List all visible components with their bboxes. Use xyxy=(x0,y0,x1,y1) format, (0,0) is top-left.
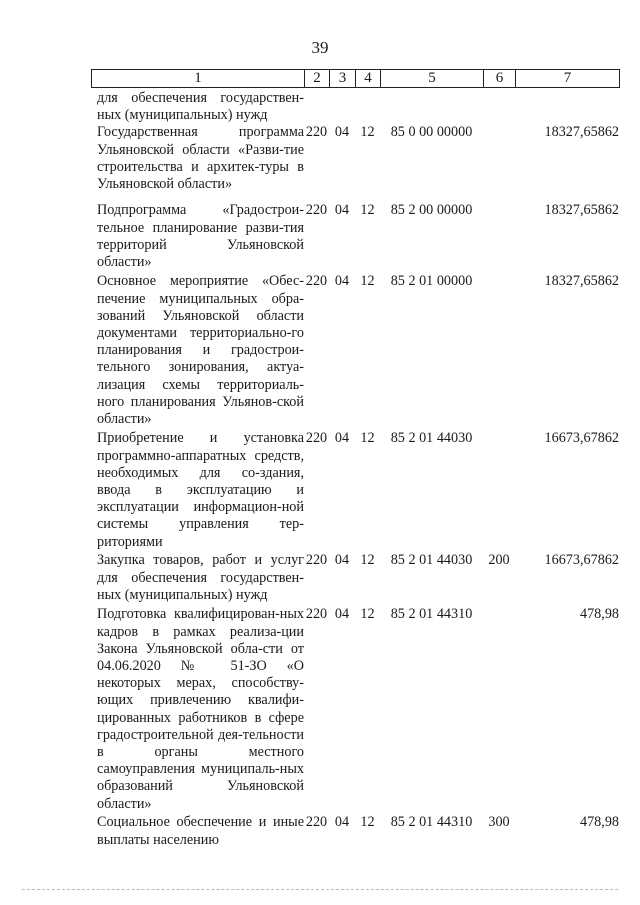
row-code-5: 85 2 01 44310 xyxy=(390,814,473,831)
row-code-2: 220 xyxy=(305,202,328,219)
column-header-7: 7 xyxy=(516,70,620,88)
row-code-4: 12 xyxy=(360,814,375,831)
row-amount: 18327,65862 xyxy=(544,124,619,141)
row-code-5 xyxy=(380,90,483,124)
row-code-4: 12 xyxy=(360,124,375,141)
row-code-4: 12 xyxy=(360,552,375,569)
column-header-row xyxy=(92,70,620,88)
row-code-6 xyxy=(483,606,515,814)
row-code-3 xyxy=(329,90,355,124)
row-code-6: 200 xyxy=(488,552,510,569)
row-amount: 478,98 xyxy=(579,606,619,623)
row-code-2 xyxy=(304,90,329,124)
row-code-5: 85 2 00 00000 xyxy=(390,202,473,219)
row-code-5: 85 2 01 00000 xyxy=(390,273,473,290)
row-code-3: 04 xyxy=(334,124,350,141)
row-code-4: 12 xyxy=(360,430,375,447)
column-header-5: 5 xyxy=(381,70,484,88)
row-code-2: 220 xyxy=(305,552,328,569)
column-header-3: 3 xyxy=(330,70,356,88)
row-code-4: 12 xyxy=(360,606,375,623)
row-code-2: 220 xyxy=(305,124,328,141)
row-amount: 16673,67862 xyxy=(544,552,619,569)
row-code-2: 220 xyxy=(305,814,328,831)
row-code-3: 04 xyxy=(334,202,350,219)
table-row xyxy=(97,90,619,124)
row-code-6 xyxy=(483,202,515,273)
row-amount: 18327,65862 xyxy=(544,202,619,219)
table-row xyxy=(97,814,619,848)
column-header-4: 4 xyxy=(356,70,381,88)
row-code-5: 85 2 01 44030 xyxy=(390,552,473,569)
row-name: Закупка товаров, работ и услуг для обеспечения государствен-ных (муниципальных) нужд xyxy=(97,552,304,603)
row-code-2: 220 xyxy=(305,273,328,290)
row-code-4 xyxy=(355,90,380,124)
row-code-5: 85 2 01 44030 xyxy=(390,430,473,447)
page-bottom-divider xyxy=(22,889,618,890)
row-code-3: 04 xyxy=(334,273,350,290)
row-code-2: 220 xyxy=(305,430,328,447)
table-row xyxy=(97,552,619,606)
row-name: Государственная программа Ульяновской области «Разви-тие строительства и архитек-туры в Ульяновской области» xyxy=(97,124,304,193)
row-code-3: 04 xyxy=(334,814,350,831)
table-row xyxy=(97,606,619,814)
row-code-3: 04 xyxy=(334,552,350,569)
row-code-6 xyxy=(483,90,515,124)
row-name: Социальное обеспечение и иные выплаты населению xyxy=(97,814,304,848)
row-name: Приобретение и установка программно-аппаратных средств, необходимых для со-здания, ввода в эксплуатацию и эксплуатации информацион-ной системы управления тер-риториями xyxy=(97,430,304,550)
column-header-6: 6 xyxy=(484,70,516,88)
row-code-4: 12 xyxy=(360,273,375,290)
table-row xyxy=(97,430,619,552)
row-code-6: 300 xyxy=(488,814,510,831)
row-name: Подготовка квалифицирован-ных кадров в рамках реализа-ции Закона Ульяновской обла-сти от 04.06.2020 № 51-ЗО «О некоторых мерах, способству-ющих привлечению квалифи-цированных работников в сфере градостроительной дея-тельности в органы местного самоуправления муниципаль-ных образований Ульяновской области» xyxy=(97,606,304,812)
row-name: для обеспечения государствен-ных (муниципальных) нужд xyxy=(97,90,304,124)
row-code-6 xyxy=(483,273,515,430)
row-amount: 18327,65862 xyxy=(544,273,619,290)
row-code-3: 04 xyxy=(334,606,350,623)
row-code-4: 12 xyxy=(360,202,375,219)
column-header-table xyxy=(91,69,620,88)
table-row xyxy=(97,202,619,273)
page-number: 39 xyxy=(311,38,329,57)
row-code-6 xyxy=(483,124,515,202)
column-header-2: 2 xyxy=(305,70,330,88)
row-name: Подпрограмма «Градострои-тельное планирование разви-тия территорий Ульяновской области» xyxy=(97,202,304,271)
row-code-5: 85 2 01 44310 xyxy=(390,606,473,623)
row-code-6 xyxy=(483,430,515,552)
row-amount: 16673,67862 xyxy=(544,430,619,447)
row-name: Основное мероприятие «Обес-печение муниципальных обра-зований Ульяновской области документами территориально-го планирования и градострои-тельного зонирования, актуа-лизация схемы территориаль-ного планирования Ульянов-ской области» xyxy=(97,273,304,428)
column-header-1: 1 xyxy=(92,70,305,88)
row-code-5: 85 0 00 00000 xyxy=(390,124,473,141)
row-code-3: 04 xyxy=(334,430,350,447)
budget-table xyxy=(97,90,619,849)
row-amount xyxy=(515,90,619,124)
table-row xyxy=(97,273,619,430)
row-code-2: 220 xyxy=(305,606,328,623)
row-amount: 478,98 xyxy=(579,814,619,831)
table-row xyxy=(97,124,619,202)
